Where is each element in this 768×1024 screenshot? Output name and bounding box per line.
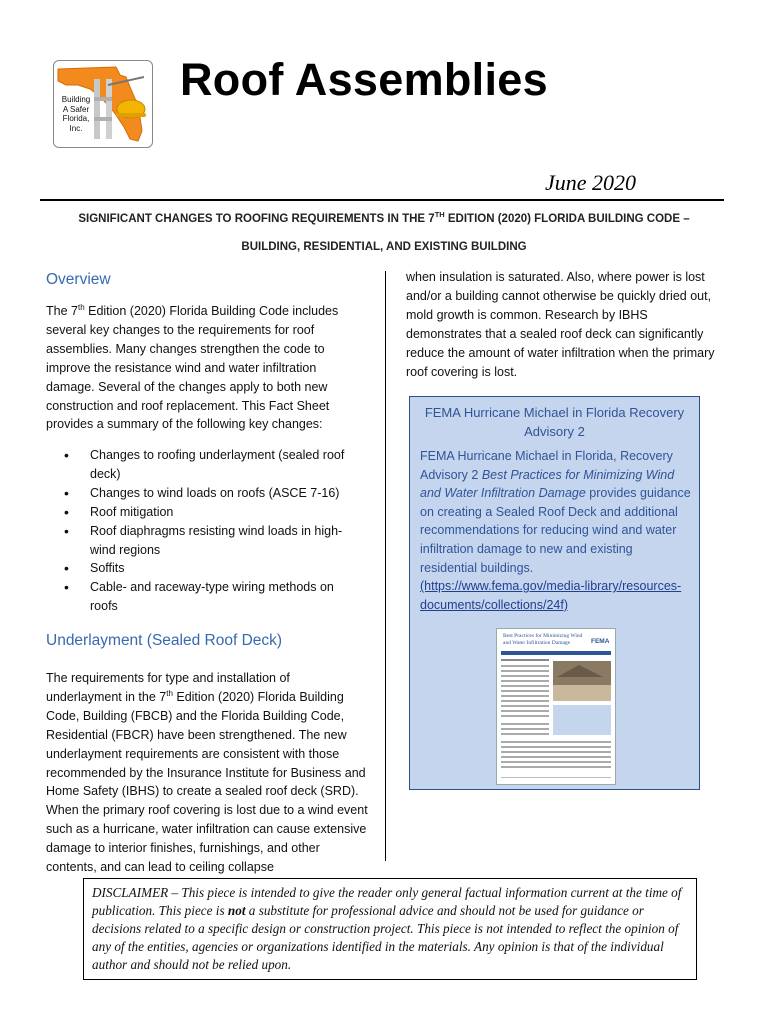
thumbnail-fema-logo: FEMA xyxy=(591,638,610,645)
column-divider xyxy=(385,271,386,861)
superscript-ordinal: th xyxy=(77,302,85,312)
paragraph-text: The 7 xyxy=(46,304,78,318)
key-changes-list xyxy=(60,446,360,616)
subheading-text: SIGNIFICANT CHANGES TO ROOFING REQUIREMENTS IN THE 7 xyxy=(78,213,435,225)
list-item: • Roof mitigation xyxy=(60,503,360,522)
list-item: • Changes to wind loads on roofs (ASCE 7-16) xyxy=(60,484,360,503)
underlayment-heading: Underlayment (Sealed Roof Deck) xyxy=(46,632,283,649)
disclaimer-text: This piece is intended to give the reader only general factual information current at the time of publication. This piece is xyxy=(92,885,682,918)
disclaimer-text: a substitute for professional advice and should not be used for guidance or decisions related to a specific design or construction project. This piece is not intended to reflect the opinion of any of the entities, agencies or organizations identified in the materials. Any opinion is that of the individual author and should not be relied upon. xyxy=(92,903,679,972)
superscript-ordinal: th xyxy=(166,688,173,698)
overview-heading: Overview xyxy=(46,271,111,288)
logo-text xyxy=(58,95,94,133)
list-item: • Soffits xyxy=(60,559,360,578)
callout-body xyxy=(420,447,692,614)
fema-callout-box xyxy=(409,396,700,790)
paragraph-text: Edition (2020) Florida Building Code includes several key changes to the requirements for roof assemblies. Many changes strengthen the code to improve the resistance wind and water infiltration damage. Several of the changes apply to both new construction and roof replacement. This Fact Sheet provides a summary of the following key changes: xyxy=(46,304,339,432)
organization-logo xyxy=(53,60,153,148)
list-item: • Roof diaphragms resisting wind loads in high-wind regions xyxy=(60,522,360,560)
callout-title xyxy=(410,403,699,441)
callout-text: FEMA Hurricane Michael in Florida, Recovery Advisory 2 xyxy=(420,449,673,482)
header-rule xyxy=(40,199,724,201)
document-thumbnail-icon xyxy=(497,629,615,784)
subheading-line-1 xyxy=(40,210,728,225)
page-title: Roof Assemblies xyxy=(180,54,548,105)
subheading-text: EDITION (2020) FLORIDA BUILDING CODE – xyxy=(444,213,690,225)
superscript-ordinal: TH xyxy=(434,210,445,220)
thumbnail-title: Best Practices for Minimizing Wind and Water Infiltration Damage xyxy=(503,633,583,646)
underlayment-paragraph xyxy=(46,669,368,877)
disclaimer-box xyxy=(83,878,697,980)
publication-date: June 2020 xyxy=(544,170,636,195)
subheading-line-2: BUILDING, RESIDENTIAL, AND EXISTING BUILDING xyxy=(241,241,527,253)
paragraph-text: Edition (2020) Florida Building Code, Building (FBCB) and the Florida Building Code, Residential (FBCR) have been strengthened. The new underlayment requirements are consistent with those recommended by the Insurance Institute for Business and Home Safety (IBHS) to create a sealed roof deck (SRD). When the primary roof covering is lost due to a wind event such as a hurricane, water infiltration can cause extensive damage to interior finishes, furnishings, and other contents, and can lead to ceiling collapse xyxy=(46,689,368,875)
fema-link[interactable]: (https://www.fema.gov/media-library/resources-documents/collections/24f) xyxy=(420,579,682,612)
advisory-thumbnail xyxy=(496,628,616,785)
logo-text-line: Building xyxy=(61,95,91,104)
overview-paragraph xyxy=(46,302,368,434)
callout-text: provides guidance on creating a Sealed Roof Deck and additional recommendations for reducing wind and water infiltration damage to new and existing residential buildings. xyxy=(420,486,691,575)
logo-text-line: A Safer xyxy=(62,104,90,114)
list-item: • Cable- and raceway-type wiring methods on roofs xyxy=(60,578,360,616)
paragraph-text: The requirements for type and installation of underlayment in the 7 xyxy=(46,671,290,704)
callout-title-line: Advisory 2 xyxy=(524,424,585,439)
logo-text-line: Florida, xyxy=(62,114,90,123)
list-item: • Changes to roofing underlayment (sealed roof deck) xyxy=(60,446,360,484)
callout-document-title: Best Practices for Minimizing Wind and Water Infiltration Damage xyxy=(420,467,675,501)
disclaimer-emphasis: not xyxy=(227,903,246,918)
logo-text-line: Inc. xyxy=(69,123,83,133)
callout-title-line: FEMA Hurricane Michael in Florida Recovery xyxy=(424,405,685,420)
disclaimer-label: DISCLAIMER – xyxy=(92,885,179,900)
continuation-paragraph: when insulation is saturated. Also, where power is lost and/or a building cannot otherwise be quickly dried out, mold growth is common. Research by IBHS demonstrates that a sealed roof deck can significantly reduce the amount of water infiltration when the primary roof covering is lost. xyxy=(406,270,715,379)
